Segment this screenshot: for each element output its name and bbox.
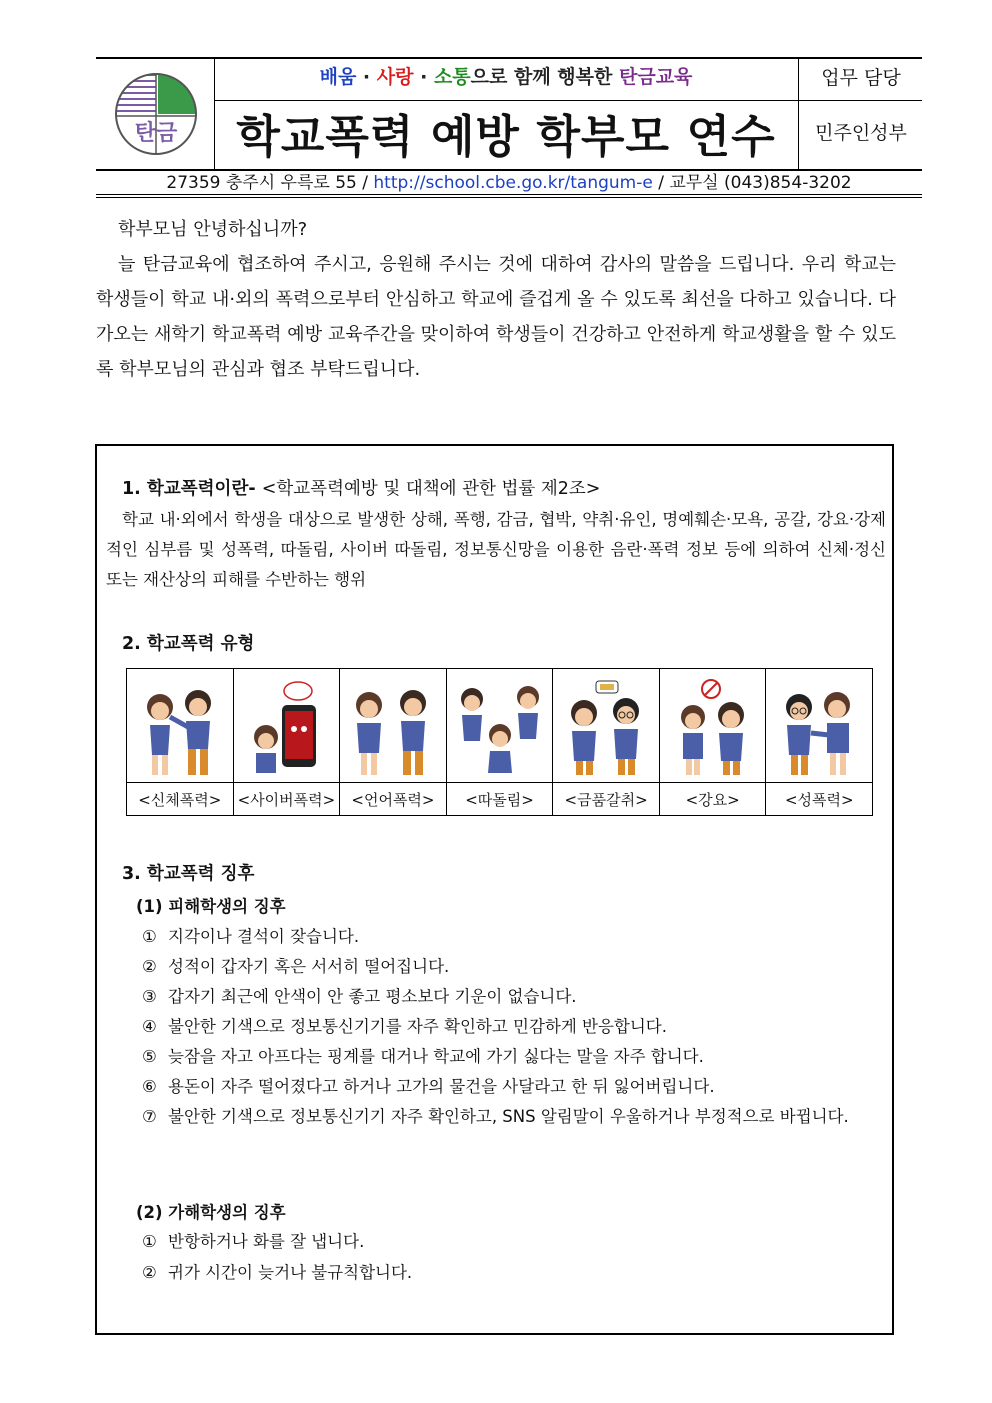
type-label: <강요> — [685, 790, 740, 809]
header-divider-left — [214, 57, 215, 170]
list-item — [142, 1258, 892, 1288]
section1-title: 1. 학교폭력이란- — [122, 479, 262, 499]
slogan-part1: 배움 — [319, 66, 357, 88]
list-text: 갑자기 최근에 안색이 안 좋고 평소보다 기운이 없습니다. — [168, 987, 577, 1006]
physical-violence-icon — [127, 669, 233, 783]
list-text: 늦잠을 자고 아프다는 핑계를 대거나 학교에 가기 싫다는 말을 자주 합니다. — [168, 1047, 704, 1066]
greeting: 학부모님 안녕하십니까? — [118, 219, 308, 240]
list-text: 지각이나 결석이 잦습니다. — [168, 927, 360, 946]
cyber-violence-icon — [234, 669, 340, 783]
slogan-part2: 사랑 — [376, 66, 414, 88]
list-item — [142, 1102, 892, 1132]
list-num: ② — [142, 957, 157, 976]
slogan-part3: 소통 — [433, 66, 471, 88]
duty-label: 업무 담당 — [821, 67, 901, 89]
type-label: <사이버폭력> — [237, 790, 336, 809]
list-item — [142, 982, 892, 1012]
slogan-part5: 탄금교육 — [618, 66, 693, 88]
list-item — [142, 1042, 892, 1072]
school-slogan — [216, 62, 796, 89]
school-url-link[interactable]: http://school.cbe.go.kr/tangum-e — [373, 173, 653, 193]
list-item — [142, 1012, 892, 1042]
page-title: 학교폭력 예방 학부모 연수 — [236, 110, 776, 163]
list-text: 불안한 기색으로 정보통신기기 자주 확인하고, SNS 알림말이 우울하거나 부정적으로 바뀝니다. — [168, 1107, 849, 1126]
list-text: 성적이 갑자기 혹은 서서히 떨어집니다. — [168, 957, 450, 976]
type-label: <금품갈취> — [564, 790, 648, 809]
list-num: ③ — [142, 987, 157, 1006]
list-text: 불안한 기색으로 정보통신기기를 자주 확인하고 민감하게 반응합니다. — [168, 1017, 667, 1036]
bullying-icon — [447, 669, 553, 783]
section1-body: 학교 내·외에서 학생을 대상으로 발생한 상해, 폭행, 감금, 협박, 약취·유인, 명예훼손·모욕, 공갈, 강요·강제적인 심부름 및 성폭력, 따돌림, 사이버 따돌림, 정보통신망을 이용한 음란·폭력 정보 등에 의하여 신체·정신 또는 재산상의 피해를 수반하는 행위 — [106, 510, 886, 589]
list-text: 용돈이 자주 떨어졌다고 하거나 고가의 물건을 사달라고 한 뒤 잃어버립니다. — [168, 1077, 715, 1096]
address-rule-1 — [96, 194, 922, 195]
type-label: <성폭력> — [784, 790, 854, 809]
type-cell-physical — [127, 669, 234, 815]
type-cell-cyber — [234, 669, 341, 815]
type-cell-coercion — [660, 669, 767, 815]
coercion-icon — [660, 669, 766, 783]
section1-reference: <학교폭력예방 및 대책에 관한 법률 제2조> — [261, 479, 601, 499]
list-num: ⑤ — [142, 1047, 157, 1066]
duty-divider — [798, 100, 922, 101]
logo-text — [112, 116, 200, 147]
address-rule-2 — [96, 197, 922, 198]
section1-heading — [122, 475, 600, 500]
type-cell-verbal — [340, 669, 447, 815]
list-text: 반항하거나 화를 잘 냅니다. — [168, 1232, 365, 1251]
type-label: <언어폭력> — [351, 790, 435, 809]
address-postal: 27359 충주시 우륵로 55 / — [166, 173, 374, 193]
offender-signs-heading: (2) 가해학생의 징후 — [136, 1203, 286, 1222]
violence-types-grid — [126, 668, 873, 816]
duty-value: 민주인성부 — [815, 122, 907, 144]
intro-paragraph: 늘 탄금교육에 협조하여 주시고, 응원해 주시는 것에 대하여 감사의 말씀을 드립니다. 우리 학교는 학생들이 학교 내·외의 폭력으로부터 안심하고 학교에 즐겁게 올 수 있도록 최선을 다하고 있습니다. 다가오는 새학기 학교폭력 예방 교육주간을 맞이하여 학생들이 건강하고 안전하게 학교생활을 할 수 있도록 학부모님의 관심과 협조 부탁드립니다. — [96, 254, 896, 380]
section3-heading: 3. 학교폭력 징후 — [122, 864, 255, 884]
extortion-icon — [553, 669, 659, 783]
section2-heading: 2. 학교폭력 유형 — [122, 634, 255, 654]
logo-text-bind: 탄금 — [134, 121, 178, 146]
list-text: 귀가 시간이 늦거나 불규칙합니다. — [168, 1263, 413, 1282]
address-phone: / 교무실 (043)854-3202 — [652, 173, 852, 193]
slogan-sep1: · — [356, 66, 377, 88]
list-item — [142, 1227, 892, 1257]
type-cell-bullying — [447, 669, 554, 815]
type-label: <따돌림> — [465, 790, 534, 809]
list-num: ① — [142, 927, 157, 946]
list-item — [142, 952, 892, 982]
slogan-part4: 으로 함께 행복한 — [470, 66, 619, 88]
victim-signs-heading: (1) 피해학생의 징후 — [136, 897, 286, 916]
list-item — [142, 1072, 892, 1102]
type-cell-extortion — [553, 669, 660, 815]
type-cell-sexual — [766, 669, 872, 815]
list-num: ② — [142, 1263, 157, 1282]
list-num: ① — [142, 1232, 157, 1251]
slogan-sep2: · — [413, 66, 434, 88]
list-num: ④ — [142, 1017, 157, 1036]
sexual-violence-icon — [766, 669, 872, 783]
verbal-violence-icon — [340, 669, 446, 783]
school-address — [96, 172, 922, 194]
list-item — [142, 922, 892, 952]
header-divider-right — [798, 57, 799, 170]
type-label: <신체폭력> — [138, 790, 222, 809]
list-num: ⑦ — [142, 1107, 157, 1126]
list-num: ⑥ — [142, 1077, 157, 1096]
